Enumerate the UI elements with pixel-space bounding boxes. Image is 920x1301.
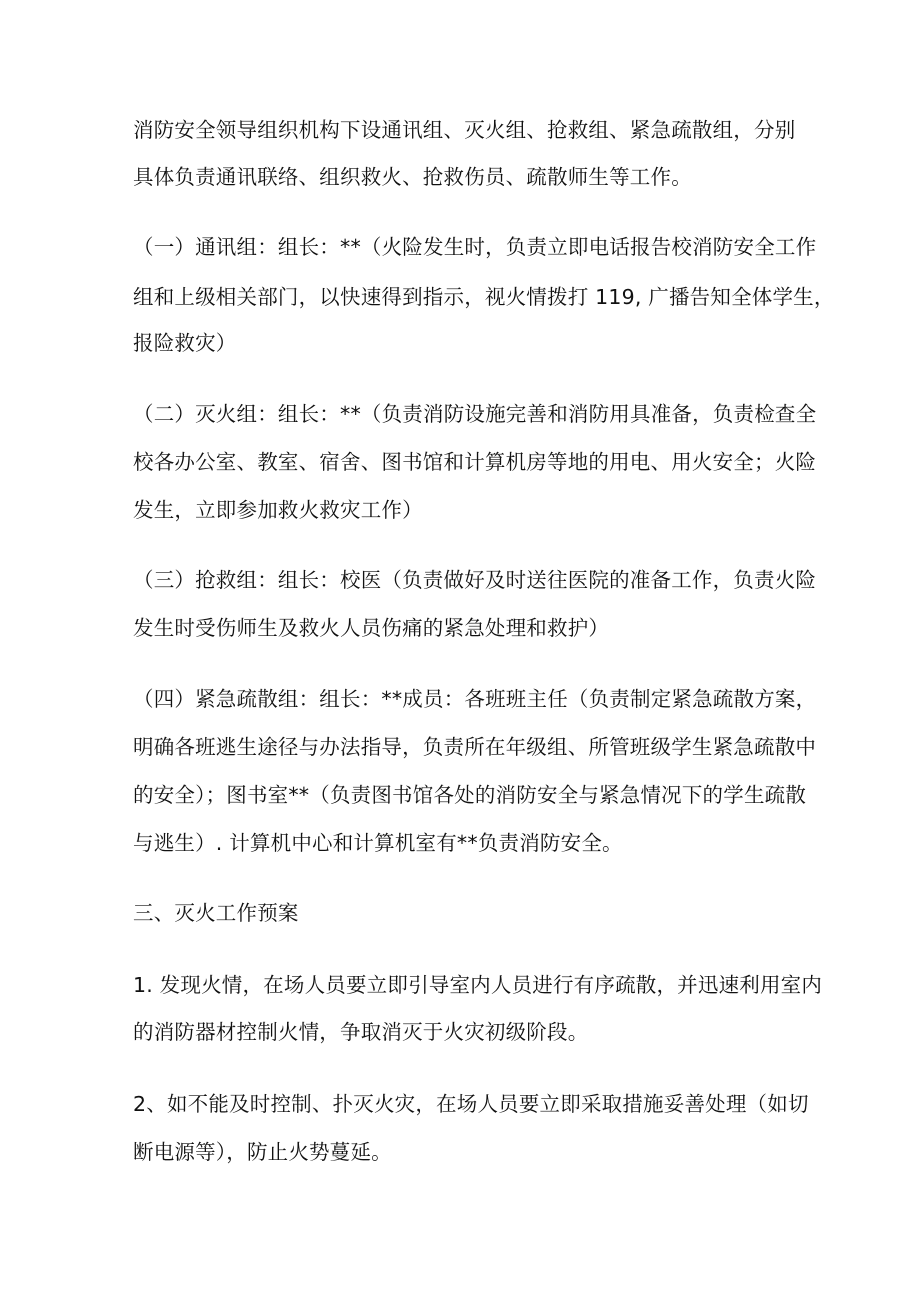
paragraph-line: 2、如不能及时控制、扑灭火灾，在场人员要立即采取措施妥善处理（如切	[133, 1092, 809, 1116]
paragraph-line: 与逃生）. 计算机中心和计算机室有**负责消防安全。	[133, 831, 623, 855]
paragraph-line: 1. 发现火情，在场人员要立即引导室内人员进行有序疏散，并迅速利用室内	[133, 973, 823, 997]
paragraph-line: （三）抢救组：组长：校医（负责做好及时送往医院的准备工作，负责火险	[133, 568, 817, 592]
paragraph-line: （一）通讯组：组长：**（火险发生时，负责立即电话报告校消防安全工作	[133, 235, 817, 259]
paragraph-line: （四）紧急疏散组：组长：**成员：各班班主任（负责制定紧急疏散方案，	[133, 687, 817, 711]
paragraph-line: 的安全）；图书室**（负责图书馆各处的消防安全与紧急情况下的学生疏散	[133, 783, 807, 807]
heading-line: 三、灭火工作预案	[133, 901, 299, 925]
paragraph-line: 校各办公室、教室、宿舍、图书馆和计算机房等地的用电、用火安全；火险	[133, 450, 817, 474]
paragraph-line: 发生时受伤师生及救火人员伤痛的紧急处理和救护）	[133, 616, 610, 640]
paragraph-line: 的消防器材控制火情，争取消灭于火灾初级阶段。	[133, 1020, 589, 1044]
paragraph-line: 报险救灾）	[133, 331, 237, 355]
paragraph-line: 发生，立即参加救火救灾工作）	[133, 498, 423, 522]
paragraph-line: 消防安全领导组织机构下设通讯组、灭火组、抢救组、紧急疏散组，分别	[133, 118, 796, 142]
paragraph-line: 具体负责通讯联络、组织救火、抢救伤员、疏散师生等工作。	[133, 165, 692, 189]
paragraph-line: 组和上级相关部门，以快速得到指示，视火情拨打 119, 广播告知全体学生，	[133, 285, 835, 309]
paragraph-line: 断电源等），防止火势蔓延。	[133, 1140, 392, 1164]
paragraph-line: （二）灭火组：组长：**（负责消防设施完善和消防用具准备，负责检查全	[133, 402, 817, 426]
paragraph-line: 明确各班逃生途径与办法指导，负责所在年级组、所管班级学生紧急疏散中	[133, 735, 817, 759]
